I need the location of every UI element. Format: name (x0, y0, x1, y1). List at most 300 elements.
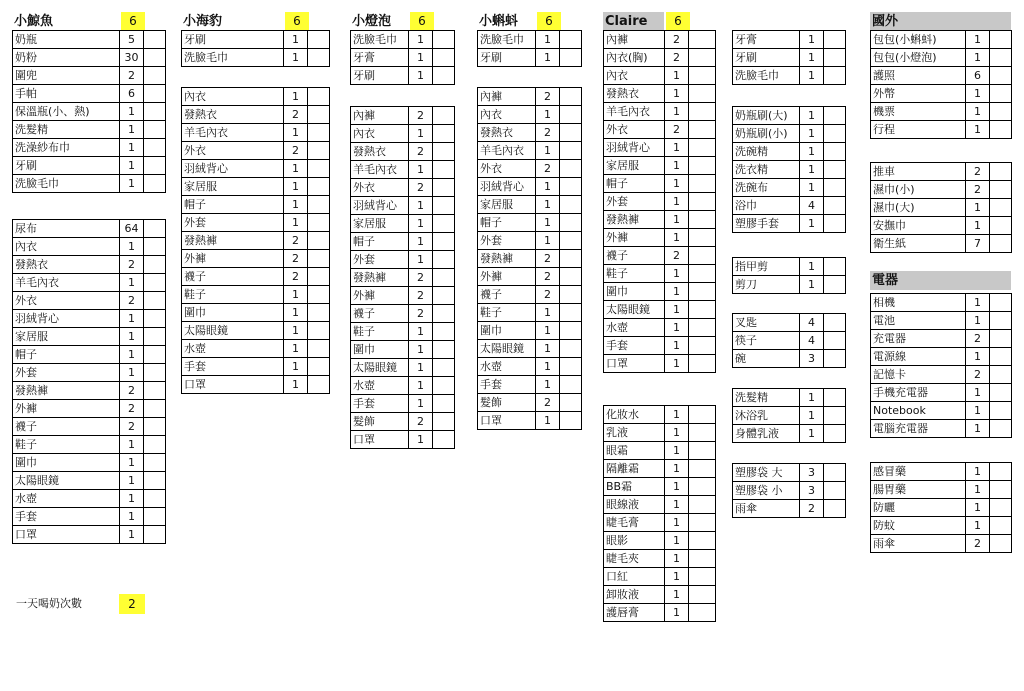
item-quantity: 1 (120, 175, 144, 193)
bubble-clothes-table (350, 106, 455, 449)
check-cell (560, 412, 582, 430)
check-cell (560, 196, 582, 214)
item-name: 水壺 (13, 490, 120, 508)
item-quantity: 1 (966, 481, 990, 499)
item-name: 牙膏 (351, 49, 409, 67)
table-row (604, 496, 716, 514)
utensils-table (732, 313, 846, 368)
table-row (871, 463, 1012, 481)
check-cell (990, 481, 1012, 499)
table-row (733, 464, 846, 482)
item-name: 機票 (871, 103, 966, 121)
check-cell (560, 268, 582, 286)
electronics-header: 電器 (870, 271, 1011, 290)
check-cell (433, 161, 455, 179)
check-cell (144, 382, 166, 400)
item-name: 洗臉毛巾 (351, 31, 409, 49)
item-quantity: 1 (665, 193, 689, 211)
whale-header: 小鯨魚 (12, 12, 119, 31)
item-quantity: 1 (284, 124, 308, 142)
item-name: 手套 (182, 358, 284, 376)
item-quantity: 1 (284, 31, 308, 49)
item-quantity: 1 (284, 340, 308, 358)
table-row (182, 142, 330, 160)
item-name: 推車 (871, 163, 966, 181)
item-name: 塑膠袋 大 (733, 464, 800, 482)
item-name: 洗臉毛巾 (13, 175, 120, 193)
item-name: 家居服 (351, 215, 409, 233)
table-row (604, 31, 716, 49)
table-row (13, 157, 166, 175)
check-cell (308, 31, 330, 49)
check-cell (308, 178, 330, 196)
check-cell (689, 121, 716, 139)
table-row (478, 394, 582, 412)
table-row (604, 247, 716, 265)
check-cell (824, 197, 846, 215)
item-quantity: 1 (665, 319, 689, 337)
item-name: 電源線 (871, 348, 966, 366)
item-quantity: 1 (665, 337, 689, 355)
electronics-table (870, 293, 1012, 438)
item-quantity: 30 (120, 49, 144, 67)
item-quantity: 1 (409, 67, 433, 85)
cleaning-table (732, 106, 846, 233)
item-name: 羽絨背心 (182, 160, 284, 178)
item-quantity: 1 (665, 211, 689, 229)
table-row (13, 472, 166, 490)
item-name: 口罩 (604, 355, 665, 373)
item-name: 發熱衣 (604, 85, 665, 103)
table-row (351, 323, 455, 341)
misc-table (870, 162, 1012, 253)
check-cell (560, 232, 582, 250)
check-cell (144, 139, 166, 157)
item-quantity: 1 (665, 67, 689, 85)
item-quantity: 1 (536, 322, 560, 340)
item-name: 羽絨背心 (13, 310, 120, 328)
item-name: 帽子 (13, 346, 120, 364)
check-cell (433, 323, 455, 341)
table-row (604, 442, 716, 460)
check-cell (689, 31, 716, 49)
table-row (733, 350, 846, 368)
table-row (351, 413, 455, 431)
table-row (871, 499, 1012, 517)
item-quantity: 1 (536, 232, 560, 250)
table-row (351, 287, 455, 305)
item-quantity: 2 (120, 292, 144, 310)
table-row (351, 377, 455, 395)
table-row (182, 286, 330, 304)
item-name: 牙刷 (182, 31, 284, 49)
check-cell (990, 181, 1012, 199)
item-quantity: 1 (800, 425, 824, 443)
check-cell (824, 500, 846, 518)
item-name: 鞋子 (604, 265, 665, 283)
check-cell (560, 322, 582, 340)
item-name: 發熱衣 (13, 256, 120, 274)
item-quantity: 7 (966, 235, 990, 253)
table-row (478, 214, 582, 232)
table-row (478, 106, 582, 124)
item-quantity: 1 (665, 550, 689, 568)
table-row (182, 304, 330, 322)
table-row (604, 604, 716, 622)
item-quantity: 1 (409, 431, 433, 449)
check-cell (689, 103, 716, 121)
check-cell (990, 312, 1012, 330)
table-row (182, 124, 330, 142)
check-cell (990, 499, 1012, 517)
item-quantity: 1 (284, 214, 308, 232)
table-row (604, 424, 716, 442)
check-cell (990, 294, 1012, 312)
check-cell (689, 424, 716, 442)
table-row (733, 161, 846, 179)
table-row (13, 454, 166, 472)
table-row (13, 382, 166, 400)
table-row (871, 330, 1012, 348)
item-name: 眼影 (604, 532, 665, 550)
item-name: 塑膠袋 小 (733, 482, 800, 500)
table-row (733, 197, 846, 215)
check-cell (144, 238, 166, 256)
item-quantity: 1 (284, 196, 308, 214)
check-cell (689, 514, 716, 532)
item-name: 口紅 (604, 568, 665, 586)
table-row (871, 384, 1012, 402)
table-row (733, 49, 846, 67)
check-cell (308, 49, 330, 67)
table-row (871, 535, 1012, 553)
check-cell (990, 535, 1012, 553)
item-quantity: 1 (665, 424, 689, 442)
item-quantity: 1 (409, 31, 433, 49)
item-name: 奶瓶 (13, 31, 120, 49)
item-name: 雨傘 (871, 535, 966, 553)
table-row (733, 425, 846, 443)
item-name: 外衣 (13, 292, 120, 310)
item-quantity: 2 (284, 106, 308, 124)
table-row (478, 412, 582, 430)
check-cell (990, 402, 1012, 420)
item-quantity: 1 (409, 341, 433, 359)
table-row (13, 274, 166, 292)
check-cell (144, 508, 166, 526)
item-name: 包包(小蝌蚪) (871, 31, 966, 49)
item-name: 洗碗精 (733, 143, 800, 161)
check-cell (560, 340, 582, 358)
bags-table (732, 463, 846, 518)
table-row (351, 305, 455, 323)
item-name: 乳液 (604, 424, 665, 442)
check-cell (824, 482, 846, 500)
item-quantity: 1 (800, 31, 824, 49)
item-name: 髮飾 (478, 394, 536, 412)
table-row (13, 103, 166, 121)
item-quantity: 1 (409, 161, 433, 179)
item-name: 奶瓶刷(大) (733, 107, 800, 125)
check-cell (560, 286, 582, 304)
item-name: 洗臉毛巾 (182, 49, 284, 67)
item-name: 牙膏 (733, 31, 800, 49)
item-name: 發熱褲 (13, 382, 120, 400)
table-row (604, 49, 716, 67)
item-quantity: 4 (800, 332, 824, 350)
table-row (182, 340, 330, 358)
table-row (871, 402, 1012, 420)
check-cell (824, 332, 846, 350)
table-row (604, 532, 716, 550)
tadpole-header: 小蝌蚪 (477, 12, 535, 31)
whale-clothes-table (12, 219, 166, 544)
item-name: 水壺 (351, 377, 409, 395)
check-cell (990, 121, 1012, 139)
item-quantity: 1 (409, 197, 433, 215)
check-cell (433, 143, 455, 161)
table-row (733, 67, 846, 85)
table-row (733, 314, 846, 332)
item-quantity: 1 (536, 106, 560, 124)
seal-table (181, 30, 330, 67)
table-row (604, 193, 716, 211)
item-quantity: 2 (966, 366, 990, 384)
table-row (604, 85, 716, 103)
item-quantity: 1 (409, 49, 433, 67)
check-cell (308, 124, 330, 142)
item-quantity: 1 (284, 358, 308, 376)
item-quantity: 1 (536, 412, 560, 430)
check-cell (308, 214, 330, 232)
item-name: 羊毛內衣 (604, 103, 665, 121)
check-cell (433, 197, 455, 215)
check-cell (824, 407, 846, 425)
table-row (13, 292, 166, 310)
check-cell (824, 276, 846, 294)
item-name: 行程 (871, 121, 966, 139)
check-cell (144, 436, 166, 454)
item-quantity: 2 (284, 232, 308, 250)
item-name: 鞋子 (351, 323, 409, 341)
table-row (871, 121, 1012, 139)
check-cell (689, 139, 716, 157)
table-row (871, 163, 1012, 181)
item-name: 襪子 (351, 305, 409, 323)
table-row (733, 258, 846, 276)
item-name: 手套 (351, 395, 409, 413)
check-cell (144, 364, 166, 382)
item-quantity: 1 (120, 238, 144, 256)
check-cell (560, 124, 582, 142)
item-quantity: 1 (800, 258, 824, 276)
item-quantity: 2 (665, 121, 689, 139)
table-row (13, 220, 166, 238)
item-name: 太陽眼鏡 (604, 301, 665, 319)
table-row (478, 31, 582, 49)
item-name: 口罩 (13, 526, 120, 544)
check-cell (689, 283, 716, 301)
table-row (478, 376, 582, 394)
item-quantity: 1 (800, 107, 824, 125)
item-quantity: 1 (800, 276, 824, 294)
item-quantity: 2 (536, 160, 560, 178)
table-row (182, 214, 330, 232)
table-row (604, 157, 716, 175)
item-quantity: 2 (409, 179, 433, 197)
bubble-header: 小燈泡 (350, 12, 408, 31)
item-quantity: 5 (120, 31, 144, 49)
claire-header: Claire (603, 12, 664, 31)
item-name: 內褲 (478, 88, 536, 106)
item-name: 帽子 (604, 175, 665, 193)
table-row (13, 436, 166, 454)
item-quantity: 2 (536, 250, 560, 268)
item-quantity: 2 (284, 142, 308, 160)
check-cell (990, 463, 1012, 481)
item-name: 洗臉毛巾 (478, 31, 536, 49)
check-cell (308, 250, 330, 268)
item-quantity: 1 (536, 31, 560, 49)
table-row (13, 256, 166, 274)
table-row (871, 103, 1012, 121)
check-cell (433, 67, 455, 85)
table-row (182, 232, 330, 250)
item-name: 外褲 (478, 268, 536, 286)
bubble-person-count: 6 (410, 12, 434, 31)
check-cell (308, 376, 330, 394)
item-quantity: 1 (665, 478, 689, 496)
item-quantity: 1 (409, 395, 433, 413)
check-cell (560, 88, 582, 106)
item-name: 筷子 (733, 332, 800, 350)
table-row (351, 107, 455, 125)
table-row (478, 358, 582, 376)
check-cell (144, 526, 166, 544)
table-row (604, 103, 716, 121)
item-quantity: 1 (800, 389, 824, 407)
check-cell (990, 103, 1012, 121)
item-quantity: 1 (536, 142, 560, 160)
item-name: 帽子 (478, 214, 536, 232)
check-cell (433, 359, 455, 377)
check-cell (560, 49, 582, 67)
check-cell (990, 199, 1012, 217)
item-quantity: 1 (665, 85, 689, 103)
item-quantity: 2 (536, 124, 560, 142)
item-quantity: 2 (966, 163, 990, 181)
item-name: 隔離霜 (604, 460, 665, 478)
check-cell (560, 106, 582, 124)
item-name: 奶粉 (13, 49, 120, 67)
daily-feeding-label: 一天喝奶次數 (16, 597, 82, 610)
item-name: 發熱褲 (182, 232, 284, 250)
check-cell (144, 400, 166, 418)
table-row (182, 376, 330, 394)
item-quantity: 1 (966, 463, 990, 481)
check-cell (144, 103, 166, 121)
item-name: 洗臉毛巾 (733, 67, 800, 85)
seal-clothes-table (181, 87, 330, 394)
item-name: 外幣 (871, 85, 966, 103)
table-row (604, 265, 716, 283)
table-row (733, 276, 846, 294)
item-name: 鞋子 (478, 304, 536, 322)
item-name: 牙刷 (733, 49, 800, 67)
item-quantity: 4 (800, 314, 824, 332)
item-name: 護照 (871, 67, 966, 85)
item-name: 碗 (733, 350, 800, 368)
check-cell (433, 305, 455, 323)
item-name: 內衣(胸) (604, 49, 665, 67)
item-quantity: 2 (409, 143, 433, 161)
item-name: 洗碗布 (733, 179, 800, 197)
item-quantity: 1 (966, 312, 990, 330)
item-name: 外套 (13, 364, 120, 382)
check-cell (824, 314, 846, 332)
item-quantity: 1 (800, 125, 824, 143)
tadpole-person-count: 6 (537, 12, 561, 31)
abroad-header: 國外 (870, 12, 1011, 31)
check-cell (824, 107, 846, 125)
item-name: 羊毛內衣 (351, 161, 409, 179)
check-cell (824, 464, 846, 482)
item-quantity: 1 (536, 376, 560, 394)
item-name: 化妝水 (604, 406, 665, 424)
table-row (604, 478, 716, 496)
item-name: 外套 (351, 251, 409, 269)
item-quantity: 2 (409, 287, 433, 305)
item-name: 太陽眼鏡 (351, 359, 409, 377)
check-cell (689, 460, 716, 478)
check-cell (689, 478, 716, 496)
check-cell (560, 160, 582, 178)
item-name: 口罩 (351, 431, 409, 449)
check-cell (689, 157, 716, 175)
item-quantity: 2 (409, 107, 433, 125)
item-quantity: 6 (120, 85, 144, 103)
item-quantity: 1 (284, 322, 308, 340)
check-cell (689, 319, 716, 337)
item-quantity: 4 (800, 197, 824, 215)
item-name: 內衣 (604, 67, 665, 85)
table-row (604, 67, 716, 85)
check-cell (144, 310, 166, 328)
item-name: 保溫瓶(小、熱) (13, 103, 120, 121)
check-cell (990, 330, 1012, 348)
table-row (604, 319, 716, 337)
table-row (351, 251, 455, 269)
table-row (733, 215, 846, 233)
check-cell (990, 384, 1012, 402)
check-cell (433, 377, 455, 395)
table-row (182, 31, 330, 49)
check-cell (144, 85, 166, 103)
item-name: 睫毛夾 (604, 550, 665, 568)
check-cell (433, 287, 455, 305)
check-cell (308, 232, 330, 250)
item-quantity: 1 (665, 532, 689, 550)
check-cell (144, 472, 166, 490)
check-cell (689, 211, 716, 229)
daily-feeding-count: 2 (119, 594, 145, 614)
check-cell (308, 106, 330, 124)
item-quantity: 1 (536, 49, 560, 67)
check-cell (990, 235, 1012, 253)
item-quantity: 1 (120, 490, 144, 508)
item-name: 羽絨背心 (478, 178, 536, 196)
item-quantity: 2 (536, 286, 560, 304)
